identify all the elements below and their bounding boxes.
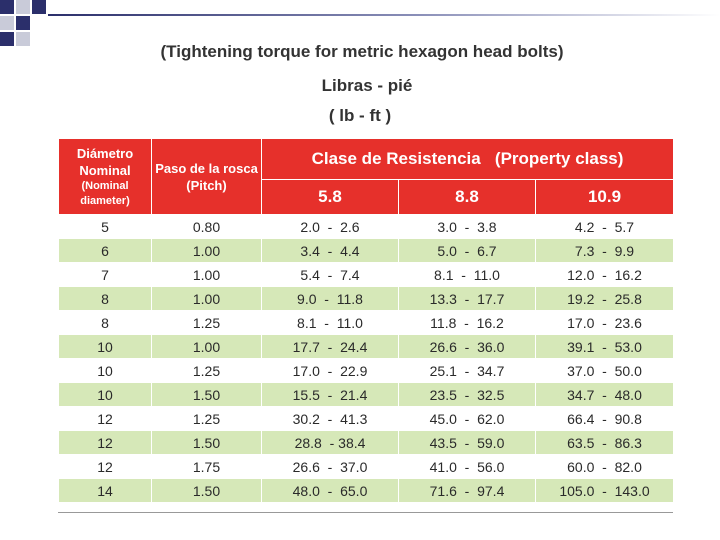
- cell-pitch: 1.75: [152, 455, 262, 479]
- table-row: [59, 431, 674, 455]
- cell-torque-5-8: 26.6 - 37.0: [262, 455, 399, 479]
- title-units: ( lb - ft ): [328, 106, 392, 125]
- cell-torque-5-8: 3.4 - 4.4: [262, 239, 399, 263]
- cell-diameter: 6: [59, 239, 152, 263]
- table-row: [59, 383, 674, 407]
- table-row: [59, 407, 674, 431]
- title-units-spanish: Libras - pié: [321, 76, 413, 95]
- bottom-divider: [58, 512, 673, 513]
- cell-torque-10-9: 12.0 - 16.2: [536, 263, 674, 287]
- header-grade-8-8: 8.8: [399, 180, 536, 215]
- cell-torque-5-8: 17.7 - 24.4: [262, 335, 399, 359]
- table-row: [59, 335, 674, 359]
- cell-torque-10-9: 105.0 - 143.0: [536, 479, 674, 503]
- cell-torque-10-9: 37.0 - 50.0: [536, 359, 674, 383]
- cell-torque-8-8: 25.1 - 34.7: [399, 359, 536, 383]
- cell-pitch: 1.25: [152, 407, 262, 431]
- table-row: [59, 215, 674, 239]
- header-diameter-es: Diámetro Nominal: [76, 145, 134, 178]
- cell-torque-5-8: 48.0 - 65.0: [262, 479, 399, 503]
- header-grade-5-8: 5.8: [262, 180, 399, 215]
- cell-pitch: 1.50: [152, 383, 262, 407]
- table-row: [59, 239, 674, 263]
- cell-torque-8-8: 8.1 - 11.0: [399, 263, 536, 287]
- table-row: [59, 455, 674, 479]
- cell-torque-10-9: 39.1 - 53.0: [536, 335, 674, 359]
- cell-diameter: 8: [59, 311, 152, 335]
- cell-diameter: 10: [59, 383, 152, 407]
- title-english: (Tightening torque for metric hexagon head bolts): [160, 42, 564, 61]
- title-block: [0, 42, 720, 126]
- header-grade-10-9: 10.9: [536, 180, 674, 215]
- header-pitch-es: Paso de la rosca: [155, 160, 258, 176]
- cell-torque-10-9: 34.7 - 48.0: [536, 383, 674, 407]
- cell-diameter: 5: [59, 215, 152, 239]
- torque-table: [58, 138, 674, 503]
- cell-pitch: 1.25: [152, 311, 262, 335]
- table-body: [59, 215, 674, 503]
- header-pitch: [152, 139, 262, 215]
- cell-torque-5-8: 30.2 - 41.3: [262, 407, 399, 431]
- cell-diameter: 7: [59, 263, 152, 287]
- cell-diameter: 10: [59, 335, 152, 359]
- cell-torque-8-8: 11.8 - 16.2: [399, 311, 536, 335]
- cell-torque-10-9: 17.0 - 23.6: [536, 311, 674, 335]
- cell-torque-8-8: 3.0 - 3.8: [399, 215, 536, 239]
- cell-pitch: 1.00: [152, 239, 262, 263]
- cell-pitch: 1.50: [152, 479, 262, 503]
- cell-torque-8-8: 26.6 - 36.0: [399, 335, 536, 359]
- table-row: [59, 287, 674, 311]
- cell-diameter: 14: [59, 479, 152, 503]
- header-diameter-en: (Nominal diameter): [80, 179, 130, 207]
- cell-torque-8-8: 13.3 - 17.7: [399, 287, 536, 311]
- cell-pitch: 1.00: [152, 335, 262, 359]
- cell-torque-5-8: 28.8 - 38.4: [262, 431, 399, 455]
- cell-torque-5-8: 17.0 - 22.9: [262, 359, 399, 383]
- cell-torque-8-8: 41.0 - 56.0: [399, 455, 536, 479]
- cell-torque-10-9: 66.4 - 90.8: [536, 407, 674, 431]
- cell-diameter: 10: [59, 359, 152, 383]
- cell-pitch: 1.00: [152, 263, 262, 287]
- cell-pitch: 0.80: [152, 215, 262, 239]
- header-nominal-diameter: [59, 139, 152, 215]
- cell-torque-5-8: 2.0 - 2.6: [262, 215, 399, 239]
- cell-torque-10-9: 60.0 - 82.0: [536, 455, 674, 479]
- cell-pitch: 1.50: [152, 431, 262, 455]
- cell-torque-5-8: 8.1 - 11.0: [262, 311, 399, 335]
- table-row: [59, 479, 674, 503]
- cell-torque-10-9: 63.5 - 86.3: [536, 431, 674, 455]
- cell-diameter: 12: [59, 455, 152, 479]
- cell-torque-5-8: 9.0 - 11.8: [262, 287, 399, 311]
- cell-diameter: 12: [59, 407, 152, 431]
- header-pitch-en: (Pitch): [186, 177, 227, 193]
- cell-torque-5-8: 5.4 - 7.4: [262, 263, 399, 287]
- table-row: [59, 359, 674, 383]
- cell-diameter: 8: [59, 287, 152, 311]
- table-row: [59, 311, 674, 335]
- table-row: [59, 263, 674, 287]
- header-property-class: Clase de Resistencia (Property class): [262, 139, 674, 180]
- cell-torque-10-9: 19.2 - 25.8: [536, 287, 674, 311]
- cell-torque-8-8: 23.5 - 32.5: [399, 383, 536, 407]
- cell-torque-8-8: 5.0 - 6.7: [399, 239, 536, 263]
- cell-torque-10-9: 4.2 - 5.7: [536, 215, 674, 239]
- cell-torque-8-8: 71.6 - 97.4: [399, 479, 536, 503]
- cell-pitch: 1.00: [152, 287, 262, 311]
- cell-torque-5-8: 15.5 - 21.4: [262, 383, 399, 407]
- cell-diameter: 12: [59, 431, 152, 455]
- cell-pitch: 1.25: [152, 359, 262, 383]
- cell-torque-8-8: 45.0 - 62.0: [399, 407, 536, 431]
- cell-torque-8-8: 43.5 - 59.0: [399, 431, 536, 455]
- top-divider: [48, 14, 720, 16]
- cell-torque-10-9: 7.3 - 9.9: [536, 239, 674, 263]
